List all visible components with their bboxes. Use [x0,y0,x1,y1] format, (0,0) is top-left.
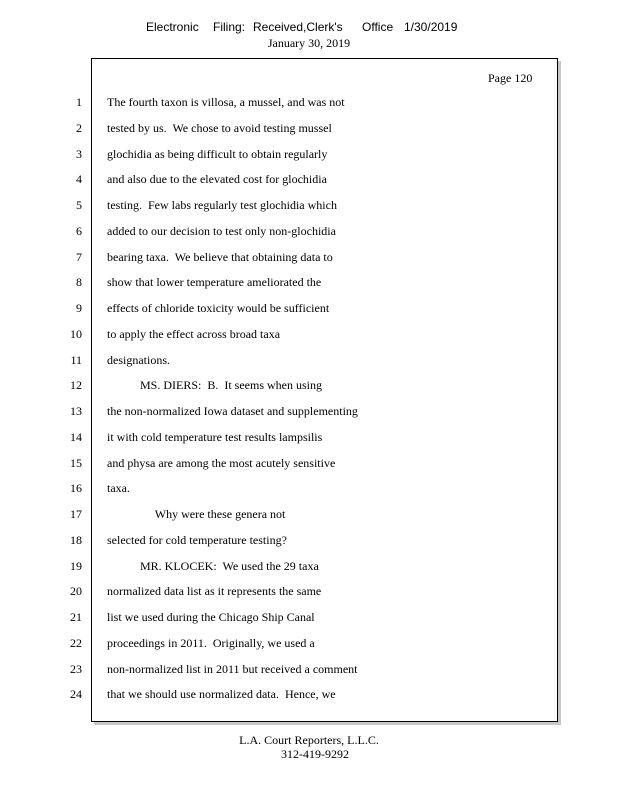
transcript-line: testing. Few labs regularly test glochidia which [107,198,337,212]
transcript-line: show that lower temperature ameliorated the [107,275,322,289]
transcript-line: added to our decision to test only non-glochidia [107,224,336,238]
line-number: 10 [70,327,82,341]
line-number: 6 [76,224,82,238]
transcript-line: taxa. [107,481,130,495]
transcript-line: Why were these genera not [107,507,286,521]
transcript-line: proceedings in 2011. Originally, we used a [107,636,315,650]
transcript-line: the non-normalized Iowa dataset and supplementing [107,404,358,418]
stamp-word-electronic: Electronic [146,20,199,34]
line-number: 23 [70,662,82,676]
stamp-word-office: Office [362,20,394,34]
electronic-filing-stamp [0,20,618,36]
line-number: 7 [76,250,82,264]
transcript-line: it with cold temperature test results lampsilis [107,430,323,444]
line-number: 11 [70,353,82,367]
line-number: 5 [76,198,82,212]
line-number: 4 [76,172,82,186]
stamp-word-received: Received,Clerk's [253,20,343,34]
transcript-line: glochidia as being difficult to obtain regularly [107,147,328,161]
transcript-line: MS. DIERS: B. It seems when using [107,378,323,392]
transcript-line: selected for cold temperature testing? [107,533,287,547]
transcript-line: that we should use normalized data. Hence, we [107,687,336,701]
stamp-date: 1/30/2019 [404,20,458,34]
transcript-line: tested by us. We chose to avoid testing mussel [107,121,332,135]
line-number: 22 [70,636,82,650]
line-number: 9 [76,301,82,315]
reporter-phone: 312-419-9292 [281,747,349,761]
page-number: Page 120 [488,71,533,85]
line-number: 2 [76,121,82,135]
stamp-word-filing: Filing: [213,20,246,34]
line-number: 16 [70,481,82,495]
filing-date: January 30, 2019 [267,36,351,50]
line-number: 12 [70,378,82,392]
line-number: 24 [70,687,82,701]
line-number: 15 [70,456,82,470]
transcript-line: bearing taxa. We believe that obtaining data to [107,250,333,264]
transcript-line: and also due to the elevated cost for glochidia [107,172,327,186]
line-number: 1 [76,95,82,109]
line-number: 20 [70,584,82,598]
transcript-line: The fourth taxon is villosa, a mussel, and was not [107,95,345,109]
line-number: 3 [76,147,82,161]
transcript-line: non-normalized list in 2011 but received a comment [107,662,358,676]
transcript-line: normalized data list as it represents the same [107,584,322,598]
reporter-company: L.A. Court Reporters, L.L.C. [239,733,379,747]
transcript-line: designations. [107,353,170,367]
line-number: 21 [70,610,82,624]
line-number: 19 [70,559,82,573]
line-number: 8 [76,275,82,289]
transcript-line: effects of chloride toxicity would be sufficient [107,301,330,315]
line-number: 18 [70,533,82,547]
transcript-line: to apply the effect across broad taxa [107,327,281,341]
transcript-line: list we used during the Chicago Ship Canal [107,610,315,624]
transcript-line: and physa are among the most acutely sensitive [107,456,336,470]
line-number: 13 [70,404,82,418]
transcript-line: MR. KLOCEK: We used the 29 taxa [107,559,319,573]
line-number: 14 [70,430,82,444]
line-number: 17 [70,507,82,521]
